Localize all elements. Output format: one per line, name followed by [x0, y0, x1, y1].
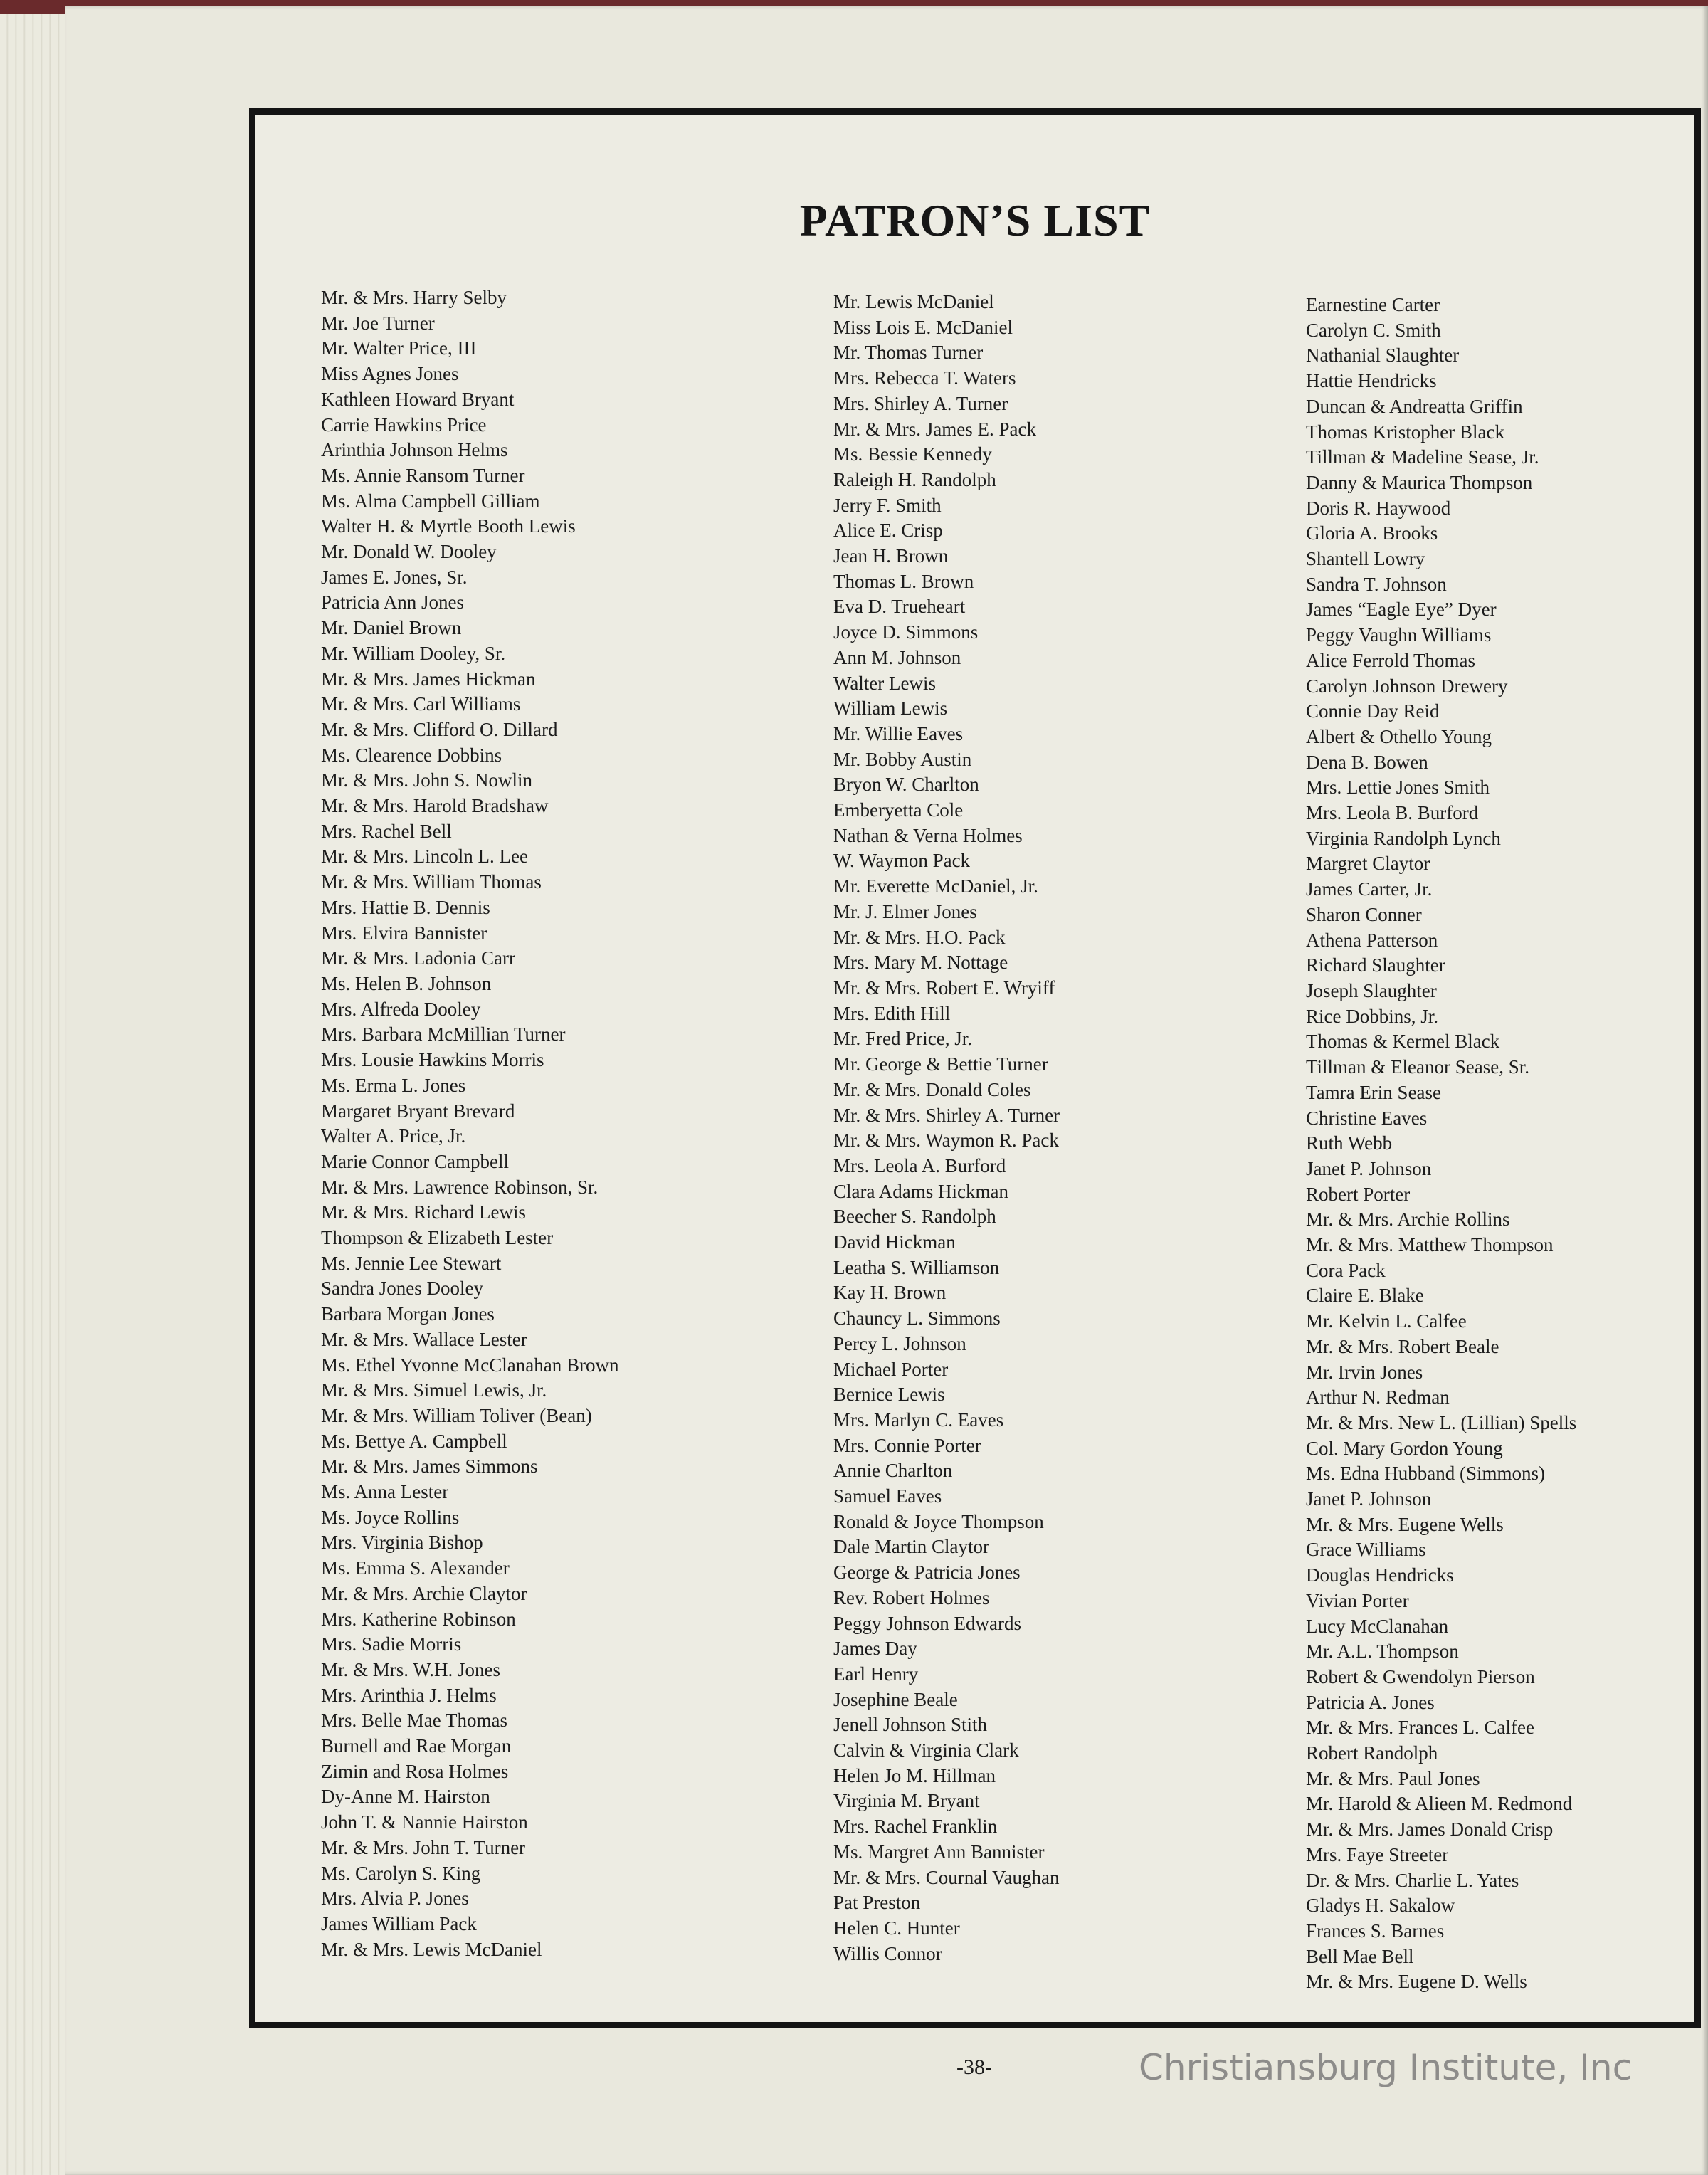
- patron-entry: Virginia M. Bryant: [833, 1790, 980, 1812]
- patron-entry: Mrs. Sadie Morris: [321, 1633, 462, 1655]
- patron-entry: James Carter, Jr.: [1306, 878, 1433, 900]
- patron-entry: Burnell and Rae Morgan: [321, 1735, 512, 1757]
- patron-entry: Mr. & Mrs. William Thomas: [321, 871, 542, 893]
- patron-entry: Mr. Thomas Turner: [833, 342, 984, 364]
- patron-entry: Josephine Beale: [833, 1688, 958, 1710]
- patron-entry: Gloria A. Brooks: [1306, 522, 1438, 544]
- patron-entry: Barbara Morgan Jones: [321, 1303, 495, 1325]
- patron-entry: Mr. & Mrs. Archie Rollins: [1306, 1208, 1510, 1231]
- patron-entry: Ms. Anna Lester: [321, 1481, 449, 1503]
- patron-entry: Annie Charlton: [833, 1460, 953, 1482]
- patron-entry: Mr. & Mrs. Richard Lewis: [321, 1201, 526, 1223]
- patron-entry: Helen C. Hunter: [833, 1917, 960, 1939]
- patron-entry: Mrs. Mary M. Nottage: [833, 952, 1008, 974]
- patron-entry: Mr. & Mrs. Robert Beale: [1306, 1335, 1499, 1357]
- patron-entry: Mrs. Marlyn C. Eaves: [833, 1408, 1004, 1431]
- patron-entry: Bernice Lewis: [833, 1384, 945, 1406]
- patron-entry: Janet P. Johnson: [1306, 1488, 1432, 1510]
- patron-entry: Mr. & Mrs. Wallace Lester: [321, 1328, 527, 1350]
- patron-entry: Sandra Jones Dooley: [321, 1278, 483, 1300]
- patron-entry: Mrs. Connie Porter: [833, 1434, 981, 1456]
- patron-entry: Clara Adams Hickman: [833, 1180, 1008, 1202]
- patron-entry: Margaret Bryant Brevard: [321, 1100, 515, 1122]
- patron-entry: Mrs. Alvia P. Jones: [321, 1887, 469, 1910]
- patron-entry: Mr. & Mrs. Simuel Lewis, Jr.: [321, 1379, 547, 1401]
- patron-entry: Patricia Ann Jones: [321, 591, 464, 613]
- patron-entry: Mrs. Barbara McMillian Turner: [321, 1023, 566, 1046]
- patron-entry: Mr. Lewis McDaniel: [833, 291, 994, 312]
- patron-entry: Bell Mae Bell: [1306, 1945, 1414, 1967]
- patron-entry: Carolyn C. Smith: [1306, 319, 1441, 341]
- patron-entry: Eva D. Trueheart: [833, 596, 966, 618]
- patron-entry: Mr. Everette McDaniel, Jr.: [833, 875, 1038, 897]
- patron-entry: James William Pack: [321, 1913, 477, 1934]
- patron-entry: Jerry F. Smith: [833, 494, 942, 516]
- patron-entry: Rev. Robert Holmes: [833, 1586, 990, 1608]
- patron-entry: Jenell Johnson Stith: [833, 1714, 988, 1736]
- patron-entry: Joyce D. Simmons: [833, 621, 979, 643]
- patron-entry: Mr. & Mrs. H.O. Pack: [833, 926, 1006, 948]
- patron-entry: Mr. & Mrs. Eugene D. Wells: [1306, 1971, 1527, 1993]
- patron-entry: Grace Williams: [1306, 1539, 1426, 1561]
- patron-entry: Nathan & Verna Holmes: [833, 824, 1023, 846]
- patron-entry: Mrs. Rachel Franklin: [833, 1816, 998, 1838]
- patron-entry: Mr. & Mrs. Harold Bradshaw: [321, 795, 549, 817]
- patron-entry: Mr. & Mrs. John T. Turner: [321, 1836, 526, 1858]
- patron-entry: Ms. Alma Campbell Gilliam: [321, 490, 540, 512]
- patron-entry: Dale Martin Claytor: [833, 1536, 989, 1558]
- patron-entry: Ms. Helen B. Johnson: [321, 972, 492, 994]
- patron-entry: Mr. & Mrs. Ladonia Carr: [321, 947, 515, 969]
- patron-entry: Janet P. Johnson: [1306, 1157, 1432, 1179]
- patron-entry: Mrs. Arinthia J. Helms: [321, 1684, 497, 1706]
- patron-entry: Mr. George & Bettie Turner: [833, 1053, 1048, 1075]
- patron-entry: Danny & Maurica Thompson: [1306, 471, 1533, 493]
- patron-entry: Calvin & Virginia Clark: [833, 1739, 1019, 1761]
- patron-entry: Kay H. Brown: [833, 1282, 947, 1304]
- watermark-text: Christiansburg Institute, Inc: [1139, 2047, 1633, 2088]
- patron-entry: Mr. & Mrs. W.H. Jones: [321, 1658, 501, 1680]
- patron-entry: Emberyetta Cole: [833, 799, 964, 821]
- patron-entry: Mr. Donald W. Dooley: [321, 541, 497, 563]
- patron-entry: Nathanial Slaughter: [1306, 344, 1460, 367]
- patron-entry: Ronald & Joyce Thompson: [833, 1510, 1044, 1532]
- patron-entry: Mr. & Mrs. Cournal Vaughan: [833, 1866, 1060, 1888]
- patron-entry: Patricia A. Jones: [1306, 1691, 1435, 1713]
- patron-entry: Robert & Gwendolyn Pierson: [1306, 1665, 1535, 1687]
- patron-entry: Mr. & Mrs. Clifford O. Dillard: [321, 718, 558, 740]
- patron-entry: Mr. & Mrs. James E. Pack: [833, 418, 1036, 440]
- patron-entry: Ms. Jennie Lee Stewart: [321, 1252, 502, 1274]
- patron-entry: Michael Porter: [833, 1358, 949, 1380]
- patron-entry: Vivian Porter: [1306, 1589, 1409, 1611]
- patron-entry: Robert Porter: [1306, 1183, 1411, 1205]
- patron-entry: Tamra Erin Sease: [1306, 1081, 1442, 1103]
- patron-entry: Walter H. & Myrtle Booth Lewis: [321, 515, 576, 537]
- patron-entry: Mr. Irvin Jones: [1306, 1361, 1423, 1383]
- patron-entry: Dena B. Bowen: [1306, 751, 1428, 773]
- patron-entry: Mr. & Mrs. New L. (Lillian) Spells: [1306, 1411, 1577, 1433]
- patron-entry: Earl Henry: [833, 1663, 919, 1685]
- patron-entry: Col. Mary Gordon Young: [1306, 1437, 1503, 1459]
- patron-entry: Thompson & Elizabeth Lester: [321, 1227, 554, 1249]
- book-page: [65, 6, 1708, 2175]
- patron-entry: Mrs. Lettie Jones Smith: [1306, 776, 1490, 799]
- patron-entry: Douglas Hendricks: [1306, 1564, 1454, 1586]
- patron-entry: Chauncy L. Simmons: [833, 1307, 1001, 1329]
- patron-entry: Ruth Webb: [1306, 1132, 1393, 1154]
- patron-entry: Frances S. Barnes: [1306, 1920, 1445, 1942]
- patron-entry: Mr. Daniel Brown: [321, 617, 462, 639]
- patron-entry: Mr. & Mrs. Lawrence Robinson, Sr.: [321, 1176, 599, 1198]
- patron-entry: Mr. & Mrs. Harry Selby: [321, 287, 507, 308]
- patron-entry: Mrs. Alfreda Dooley: [321, 998, 481, 1020]
- patron-entry: Mr. & Mrs. John S. Nowlin: [321, 769, 533, 791]
- patron-entry: Leatha S. Williamson: [833, 1256, 1000, 1278]
- patron-entry: Mr. Kelvin L. Calfee: [1306, 1310, 1467, 1332]
- patron-entry: Sharon Conner: [1306, 903, 1422, 925]
- patron-entry: Mr. Joe Turner: [321, 312, 435, 334]
- patron-entry: Mr. William Dooley, Sr.: [321, 642, 506, 664]
- patron-entry: James “Eagle Eye” Dyer: [1306, 599, 1497, 621]
- patron-column-3: [1306, 293, 1576, 1995]
- patron-entry: Thomas L. Brown: [833, 570, 974, 592]
- patron-column-1: [321, 285, 618, 1962]
- patron-entry: Mrs. Lousie Hawkins Morris: [321, 1049, 544, 1071]
- patron-entry: Mrs. Elvira Bannister: [321, 922, 487, 944]
- patron-entry: Mr. & Mrs. James Simmons: [321, 1455, 538, 1478]
- patron-entry: Sandra T. Johnson: [1306, 573, 1447, 595]
- patron-entry: Kathleen Howard Bryant: [321, 388, 515, 410]
- patron-entry: Ms. Edna Hubband (Simmons): [1306, 1463, 1545, 1485]
- patron-entry: Gladys H. Sakalow: [1306, 1895, 1455, 1917]
- patron-column-2: [833, 290, 1060, 1966]
- patron-entry: Mr. Fred Price, Jr.: [833, 1028, 972, 1050]
- patron-entry: Ms. Bessie Kennedy: [833, 443, 992, 465]
- patron-entry: Miss Lois E. McDaniel: [833, 316, 1013, 338]
- patron-entry: Alice E. Crisp: [833, 520, 943, 542]
- patron-entry: Mr. Harold & Alieen M. Redmond: [1306, 1793, 1573, 1815]
- patron-entry: Beecher S. Randolph: [833, 1206, 996, 1228]
- patron-entry: Thomas & Kermel Black: [1306, 1031, 1500, 1053]
- patron-entry: Hattie Hendricks: [1306, 370, 1437, 392]
- patron-entry: Arinthia Johnson Helms: [321, 439, 508, 461]
- patron-entry: James Day: [833, 1638, 917, 1660]
- patron-entry: Arthur N. Redman: [1306, 1386, 1450, 1408]
- patron-entry: Walter Lewis: [833, 672, 937, 694]
- patron-entry: Ms. Joyce Rollins: [321, 1506, 460, 1528]
- patron-entry: Samuel Eaves: [833, 1485, 942, 1507]
- patron-entry: Mrs. Faye Streeter: [1306, 1843, 1449, 1865]
- patron-entry: Ms. Carolyn S. King: [321, 1862, 481, 1884]
- patron-entry: Thomas Kristopher Black: [1306, 421, 1504, 443]
- patron-entry: William Lewis: [833, 697, 948, 720]
- patron-entry: Mrs. Belle Mae Thomas: [321, 1710, 507, 1732]
- patron-entry: Ms. Erma L. Jones: [321, 1074, 466, 1096]
- patron-entry: Mr. A.L. Thompson: [1306, 1641, 1459, 1663]
- patron-entry: Alice Ferrold Thomas: [1306, 649, 1475, 671]
- patron-entry: Albert & Othello Young: [1306, 725, 1492, 747]
- patron-entry: Mrs. Rachel Bell: [321, 820, 452, 842]
- patron-entry: Mr. & Mrs. Waymon R. Pack: [833, 1129, 1059, 1152]
- patron-entry: Mr. & Mrs. Lincoln L. Lee: [321, 846, 528, 868]
- patron-entry: Joseph Slaughter: [1306, 979, 1437, 1001]
- patron-entry: Raleigh H. Randolph: [833, 468, 996, 490]
- patron-entry: Mr. & Mrs. Carl Williams: [321, 693, 521, 715]
- page-title: PATRON’S LIST: [799, 195, 1151, 246]
- patron-entry: Mr. & Mrs. William Toliver (Bean): [321, 1404, 592, 1426]
- patron-entry: Virginia Randolph Lynch: [1306, 827, 1501, 849]
- patron-entry: Willis Connor: [833, 1942, 942, 1964]
- patron-entry: Peggy Johnson Edwards: [833, 1612, 1021, 1634]
- patron-entry: Mr. Bobby Austin: [833, 748, 972, 770]
- patron-entry: Mr. & Mrs. Matthew Thompson: [1306, 1234, 1554, 1256]
- patron-entry: Walter A. Price, Jr.: [321, 1125, 466, 1147]
- patron-entry: Lucy McClanahan: [1306, 1615, 1449, 1637]
- patron-entry: Richard Slaughter: [1306, 954, 1445, 976]
- patron-entry: Percy L. Johnson: [833, 1332, 966, 1354]
- patron-entry: Jean H. Brown: [833, 545, 949, 567]
- patron-entry: Mr. J. Elmer Jones: [833, 900, 977, 922]
- patron-entry: Mr. & Mrs. Frances L. Calfee: [1306, 1717, 1534, 1739]
- patron-entry: Tillman & Eleanor Sease, Sr.: [1306, 1056, 1529, 1078]
- patron-entry: Mrs. Hattie B. Dennis: [321, 896, 490, 918]
- patron-entry: Ms. Emma S. Alexander: [321, 1557, 510, 1579]
- patron-entry: John T. & Nannie Hairston: [321, 1811, 528, 1833]
- patron-entry: Helen Jo M. Hillman: [833, 1764, 996, 1786]
- patron-entry: Marie Connor Campbell: [321, 1150, 509, 1172]
- patron-entry: James E. Jones, Sr.: [321, 566, 468, 588]
- patron-entry: Mrs. Shirley A. Turner: [833, 392, 1008, 414]
- patron-entry: Ms. Margret Ann Bannister: [833, 1840, 1045, 1863]
- patron-entry: David Hickman: [833, 1231, 956, 1253]
- patron-entry: Mr. & Mrs. Lewis McDaniel: [321, 1938, 542, 1960]
- patron-entry: Rice Dobbins, Jr.: [1306, 1005, 1438, 1027]
- patron-entry: Zimin and Rosa Holmes: [321, 1760, 509, 1782]
- patron-entry: Doris R. Haywood: [1306, 497, 1451, 519]
- page-number: -38-: [956, 2055, 992, 2079]
- patron-entry: Miss Agnes Jones: [321, 363, 459, 385]
- patron-entry: Margret Claytor: [1306, 853, 1430, 875]
- patron-entry: Mrs. Katherine Robinson: [321, 1608, 516, 1630]
- patron-entry: Ms. Bettye A. Campbell: [321, 1430, 507, 1452]
- patron-entry: Carrie Hawkins Price: [321, 414, 487, 436]
- patron-entry: Mr. & Mrs. Donald Coles: [833, 1078, 1031, 1100]
- patron-entry: Pat Preston: [833, 1892, 921, 1914]
- patron-entry: Mrs. Rebecca T. Waters: [833, 367, 1016, 389]
- patron-entry: Mr. & Mrs. Shirley A. Turner: [833, 1104, 1060, 1126]
- patron-entry: Mrs. Virginia Bishop: [321, 1532, 483, 1554]
- patron-entry: Shantell Lowry: [1306, 548, 1425, 570]
- patron-entry: Earnestine Carter: [1306, 294, 1440, 315]
- patron-entry: Athena Patterson: [1306, 929, 1438, 951]
- patron-entry: Ms. Ethel Yvonne McClanahan Brown: [321, 1354, 619, 1376]
- patron-entry: George & Patricia Jones: [833, 1562, 1021, 1584]
- patron-entry: Mr. Willie Eaves: [833, 722, 964, 744]
- patron-entry: Ann M. Johnson: [833, 646, 961, 668]
- patron-entry: Mr. & Mrs. Archie Claytor: [321, 1582, 527, 1604]
- patron-entry: Mr. & Mrs. Robert E. Wryiff: [833, 976, 1055, 999]
- patron-entry: W. Waymon Pack: [833, 850, 971, 872]
- patron-entry: Dy-Anne M. Hairston: [321, 1786, 490, 1808]
- patron-entry: Tillman & Madeline Sease, Jr.: [1306, 446, 1539, 468]
- patron-entry: Mr. & Mrs. James Donald Crisp: [1306, 1818, 1554, 1840]
- patron-entry: Ms. Clearence Dobbins: [321, 744, 502, 766]
- patron-entry: Connie Day Reid: [1306, 700, 1440, 722]
- patron-entry: Ms. Annie Ransom Turner: [321, 464, 525, 486]
- patron-entry: Peggy Vaughn Williams: [1306, 624, 1492, 646]
- patron-entry: Dr. & Mrs. Charlie L. Yates: [1306, 1869, 1519, 1891]
- patron-entry: Bryon W. Charlton: [833, 774, 979, 796]
- patron-entry: Mr. & Mrs. James Hickman: [321, 668, 536, 690]
- patron-entry: Cora Pack: [1306, 1259, 1386, 1281]
- patron-entry: Claire E. Blake: [1306, 1285, 1424, 1307]
- patron-entry: Mrs. Leola B. Burford: [1306, 802, 1479, 824]
- patron-entry: Christine Eaves: [1306, 1107, 1428, 1129]
- patron-entry: Mrs. Edith Hill: [833, 1002, 951, 1024]
- page-border-frame: [249, 108, 1701, 2028]
- patron-entry: Mr. Walter Price, III: [321, 337, 477, 359]
- patron-entry: Mr. & Mrs. Eugene Wells: [1306, 1513, 1504, 1535]
- patron-entry: Carolyn Johnson Drewery: [1306, 675, 1508, 697]
- patron-entry: Mrs. Leola A. Burford: [833, 1154, 1006, 1176]
- patron-entry: Mr. & Mrs. Paul Jones: [1306, 1767, 1480, 1789]
- patron-entry: Duncan & Andreatta Griffin: [1306, 395, 1523, 417]
- patron-entry: Robert Randolph: [1306, 1742, 1438, 1764]
